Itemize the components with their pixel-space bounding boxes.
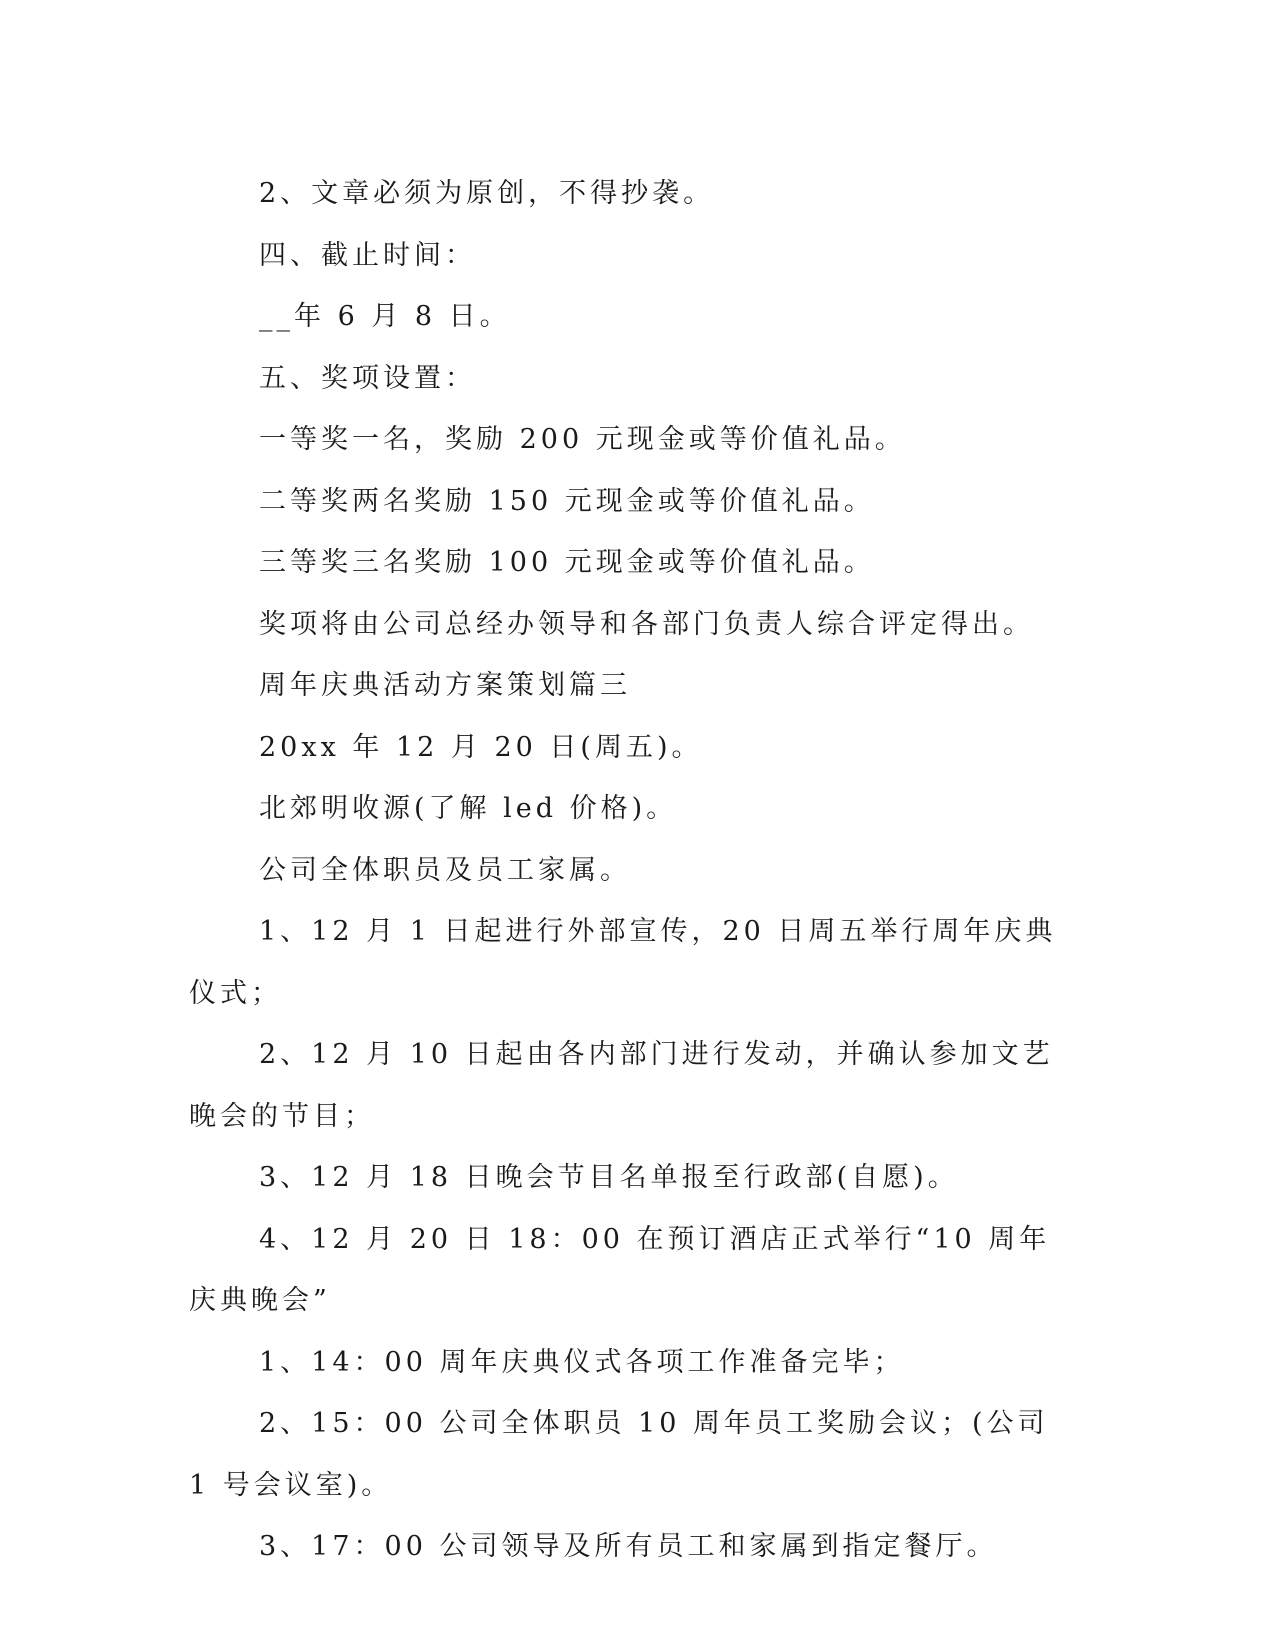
section-heading: 五、奖项设置： <box>259 362 476 394</box>
paragraph: 奖项将由公司总经办领导和各部门负责人综合评定得出。 <box>259 608 1034 640</box>
paragraph: 二等奖两名奖励 150 元现金或等价值礼品。 <box>259 485 875 517</box>
list-item: 2、15：00 公司全体职员 10 周年员工奖励会议；(公司 1 号会议室)。 <box>189 1408 1049 1501</box>
paragraph: 公司全体职员及员工家属。 <box>259 854 631 886</box>
section-title: 周年庆典活动方案策划篇三 <box>259 670 631 701</box>
list-item: 2、12 月 10 日起由各内部门进行发动，并确认参加文艺晚会的节目； <box>189 1039 1054 1132</box>
paragraph: 20xx 年 12 月 20 日(周五)。 <box>259 731 703 763</box>
paragraph: __年 6 月 8 日。 <box>259 301 511 332</box>
list-item: 4、12 月 20 日 18：00 在预订酒店正式举行“10 周年庆典晚会” <box>189 1223 1051 1316</box>
paragraph: 一等奖一名，奖励 200 元现金或等价值礼品。 <box>259 424 906 455</box>
list-item: 1、14：00 周年庆典仪式各项工作准备完毕； <box>259 1346 905 1378</box>
list-item: 3、12 月 18 日晚会节目名单报至行政部(自愿)。 <box>259 1162 959 1193</box>
paragraph: 三等奖三名奖励 100 元现金或等价值礼品。 <box>259 547 875 578</box>
list-item: 1、12 月 1 日起进行外部宣传，20 日周五举行周年庆典仪式； <box>189 916 1057 1009</box>
section-heading: 四、截止时间： <box>259 239 476 271</box>
list-item: 3、17：00 公司领导及所有员工和家属到指定餐厅。 <box>259 1531 998 1562</box>
paragraph: 北郊明收源(了解 led 价格)。 <box>259 793 678 824</box>
document-body <box>189 163 1079 1578</box>
paragraph: 2、文章必须为原创，不得抄袭。 <box>259 178 715 209</box>
